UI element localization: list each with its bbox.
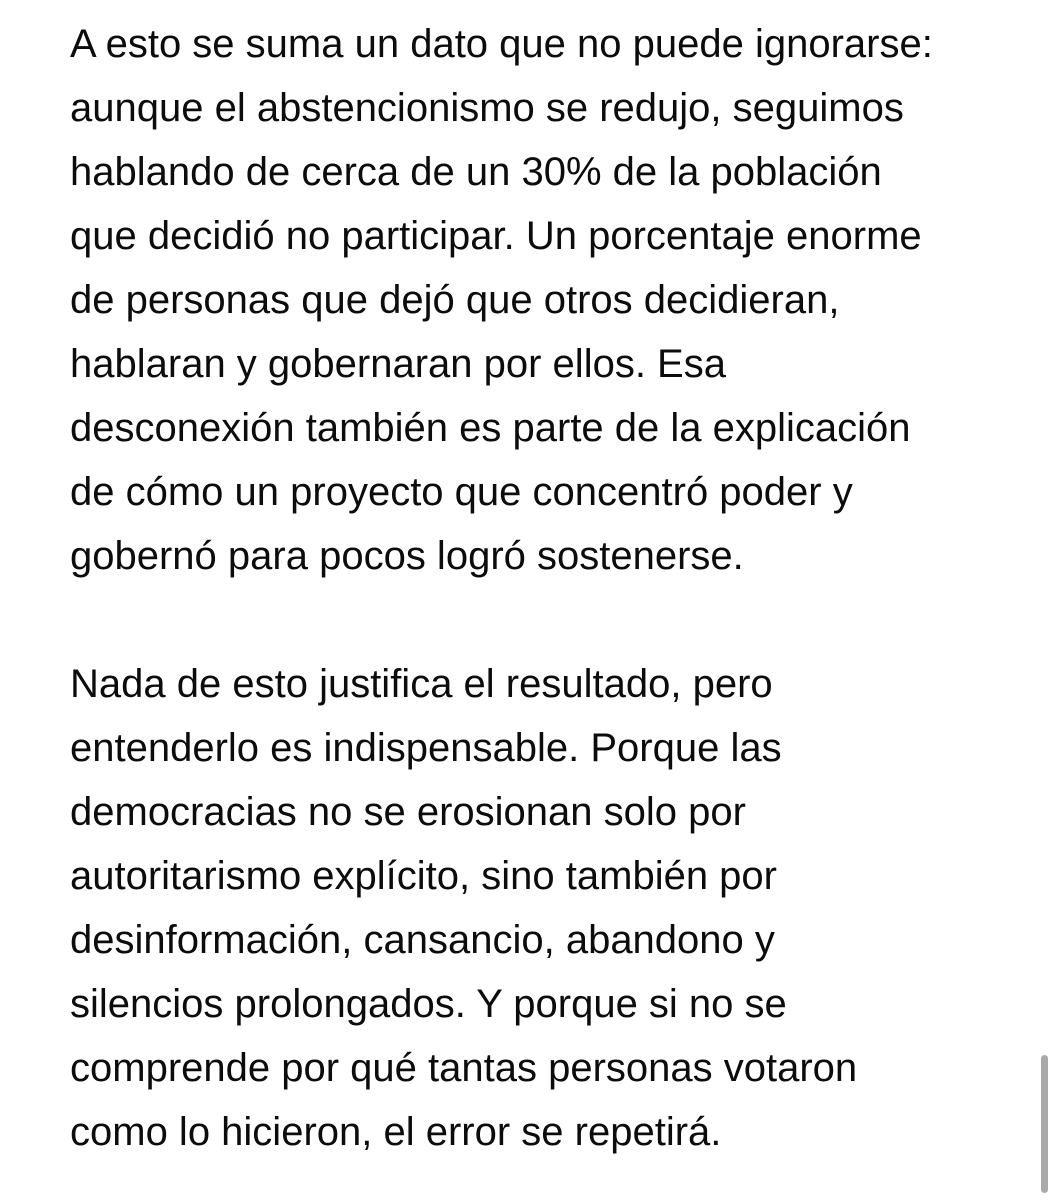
text-line: entenderlo es indispensable. Porque las [70, 726, 782, 770]
text-line: hablando de cerca de un 30% de la población [70, 150, 882, 194]
text-line: A esto se suma un dato que no puede ignorarse: [70, 22, 933, 66]
text-line: desconexión también es parte de la explicación [70, 406, 911, 450]
text-line: gobernó para pocos logró sostenerse. [70, 534, 744, 578]
text-line: aunque el abstencionismo se redujo, seguimos [70, 86, 904, 130]
text-line: que decidió no participar. Un porcentaje enorme [70, 214, 922, 258]
paragraph-2 [70, 652, 1030, 1164]
text-line: silencios prolongados. Y porque si no se [70, 982, 787, 1026]
text-line: democracias no se erosionan solo por [70, 790, 746, 834]
paragraph-1 [70, 12, 1030, 588]
text-line: desinformación, cansancio, abandono y [70, 918, 775, 962]
text-line: comprende por qué tantas personas votaron [70, 1046, 858, 1090]
text-line: de personas que dejó que otros decidieran, [70, 278, 840, 322]
text-line: Nada de esto justifica el resultado, pero [70, 662, 773, 706]
text-line: de cómo un proyecto que concentró poder y [70, 470, 853, 514]
text-line: como lo hicieron, el error se repetirá. [70, 1110, 722, 1154]
text-line: autoritarismo explícito, sino también por [70, 854, 777, 898]
vertical-scrollbar[interactable] [1041, 1055, 1048, 1193]
text-line: hablaran y gobernaran por ellos. Esa [70, 342, 726, 386]
